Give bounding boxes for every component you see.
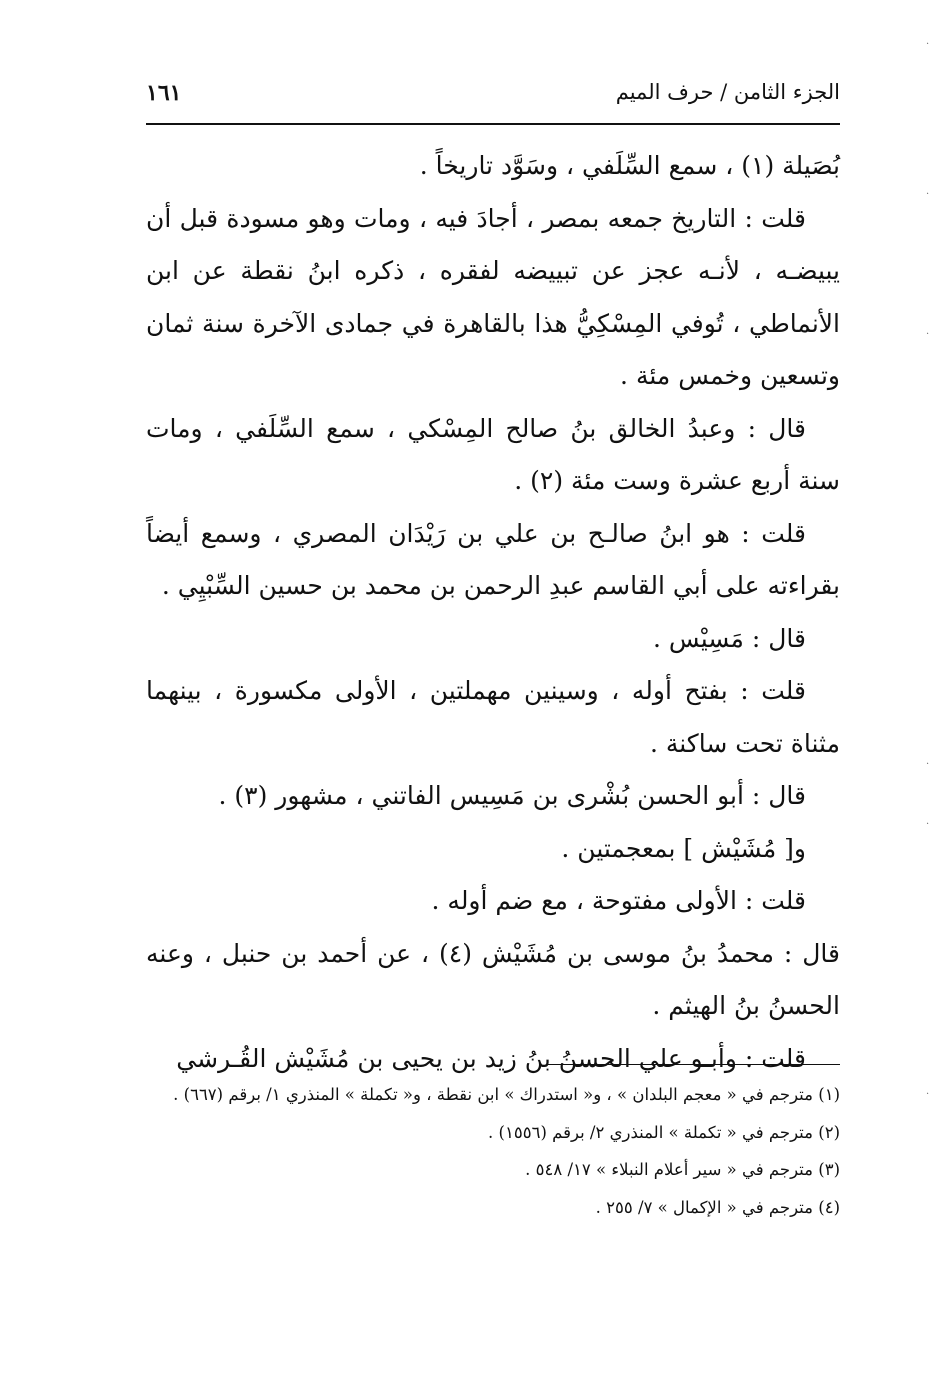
header-rule <box>146 123 840 125</box>
paragraph: قال : وعبدُ الخالق بنُ صالح المِسْكي ، سمع السِّلَفي ، ومات سنة أربع عشرة وست مئة (٢) . <box>146 413 840 495</box>
running-head: الجزء الثامن / حرف الميم <box>615 80 840 104</box>
footnote: (١) مترجم في « معجم البلدان » ، و« استدراك » ابن نقطة ، و« تكملة » المنذري ١/ برقم (٦٦٧) . <box>173 1085 840 1104</box>
paragraph: قال : أبو الحسن بُشْرى بن مَسِيس الفاتني ، مشهور (٣) . <box>218 781 806 810</box>
footnote-separator <box>546 1064 840 1065</box>
paragraph: قال : محمدُ بنُ موسى بن مُشَيْش (٤) ، عن أحمد بن حنبل ، وعنه الحسنُ بنُ الهيثم . <box>146 938 840 1020</box>
paragraph: قلت : التاريخ جمعه بمصر ، أجادَ فيه ، ومات وهو مسودة قبل أن يبيضـه ، لأنـه عجز عن تبييضه لفقره ، ذكره ابنُ نقطة عن ابن الأنماطي ، تُوفي المِسْكِيُّ هذا بالقاهرة في جمادى الآخرة سنة ثمان وتسعين وخمس مئة . <box>146 203 840 390</box>
page-number: ١٦١ <box>146 80 182 106</box>
paragraph: قلت : هو ابنُ صالـح بن علي بن رَيْدَان المصري ، وسمع أيضاً بقراءته على أبي القاسم عبدِ الرحمن بن محمد بن حسين السِّبْيِي . <box>146 518 840 600</box>
footnote: (٢) مترجم في « تكملة » المنذري ٢/ برقم (١٥٥٦) . <box>488 1122 840 1142</box>
page-header <box>146 70 840 120</box>
paragraph: بُصَيلة (١) ، سمع السِّلَفي ، وسَوَّد تاريخاً . <box>419 151 840 180</box>
footnote: (٣) مترجم في « سير أعلام النبلاء » ١٧/ ٥٤٨ . <box>525 1160 840 1179</box>
paragraph: و[ مُشَيْش ] بمعجمتين . <box>561 833 806 863</box>
footnote: (٤) مترجم في « الإكمال » ٧/ ٢٥٥ . <box>595 1197 840 1217</box>
paragraph: قلت : وأبـو علي الحسنُ بنُ زيد بن يحيى بن مُشَيْش القُـرشي <box>176 1043 806 1073</box>
scan-margin-specks: · · · · · · <box>926 39 930 1100</box>
paragraph: قال : مَسِيْس . <box>652 623 806 653</box>
footnotes <box>146 1076 840 1226</box>
main-text <box>146 140 840 1085</box>
paragraph: قلت : بفتح أوله ، وسينين مهملتين ، الأولى مكسورة ، بينهما مثناة تحت ساكنة . <box>146 676 840 758</box>
paragraph: قلت : الأولى مفتوحة ، مع ضم أوله . <box>431 886 806 915</box>
